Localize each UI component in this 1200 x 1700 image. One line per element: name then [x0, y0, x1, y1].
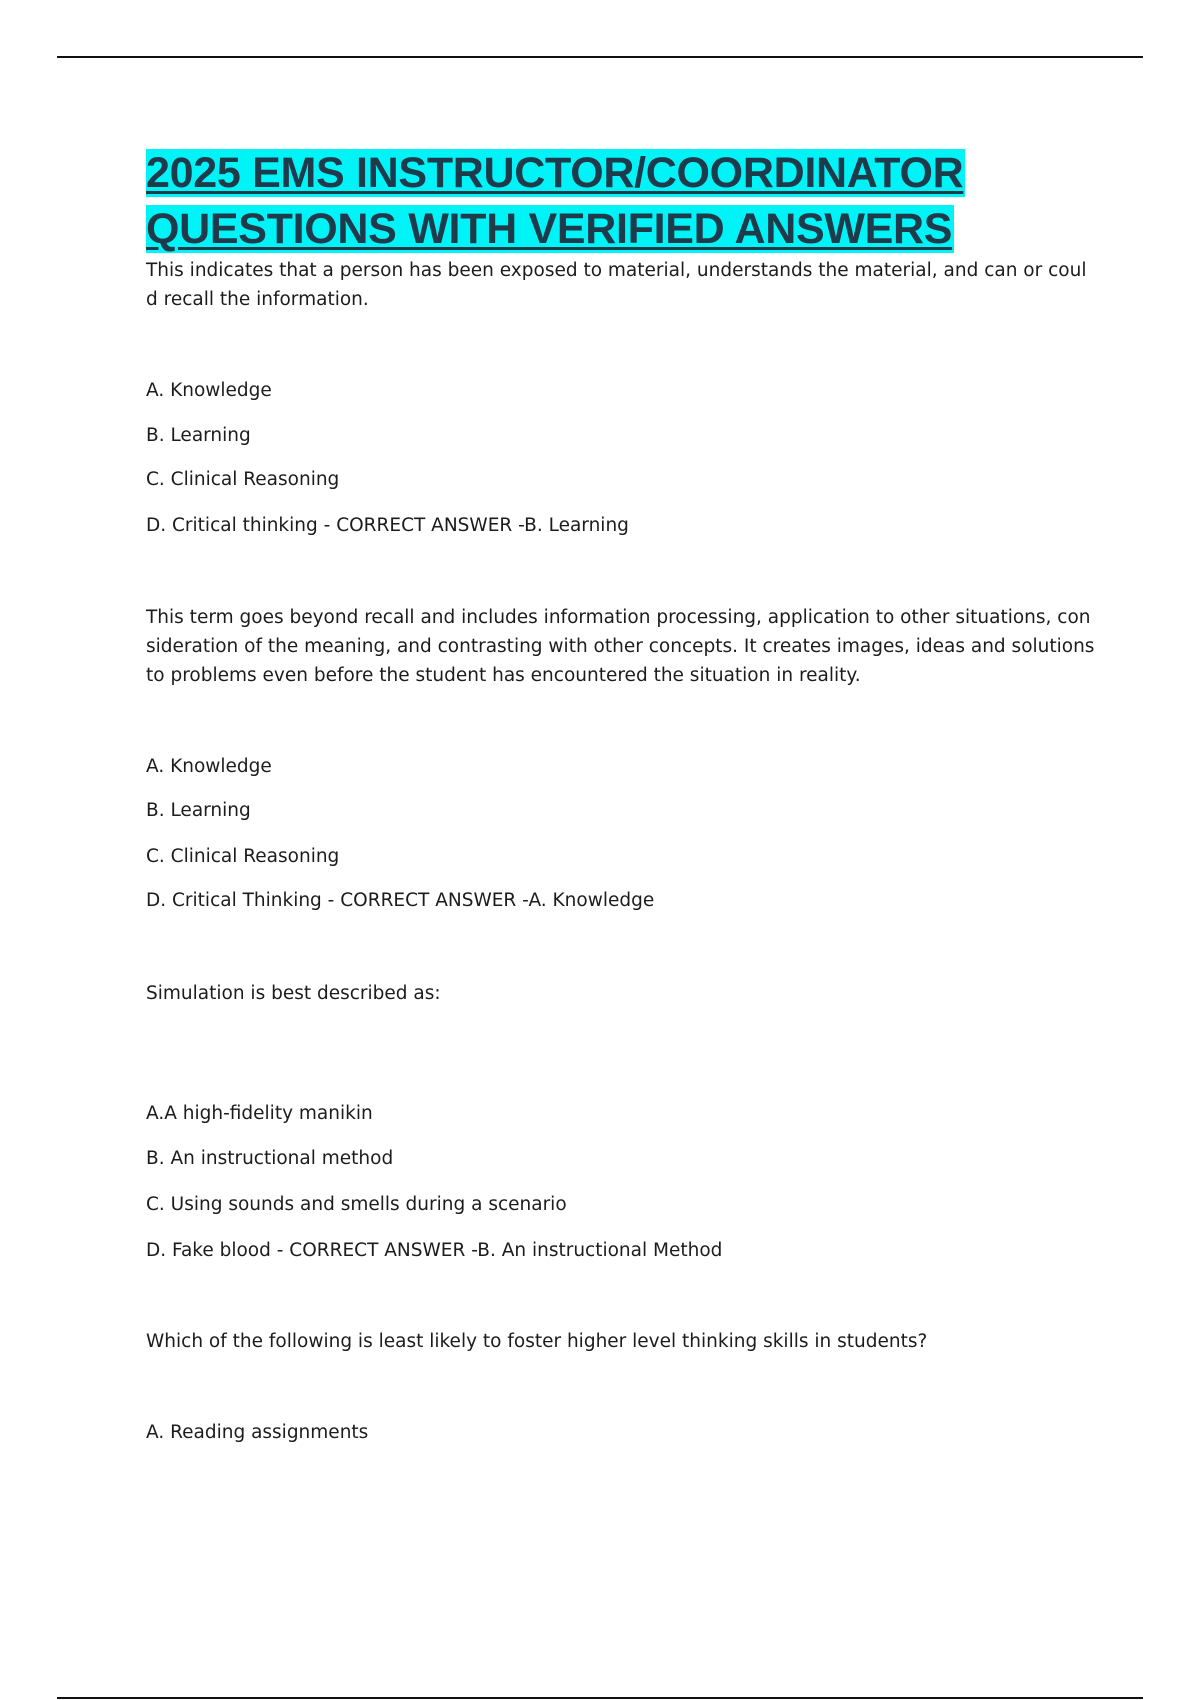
question-3-text: Simulation is best described as:: [146, 983, 441, 1004]
header-rule: [57, 56, 1143, 58]
title-line-2: QUESTIONS WITH VERIFIED ANSWERS: [146, 205, 953, 253]
question-3-option-c: C. Using sounds and smells during a scenario: [146, 1194, 567, 1215]
question-2-option-b: B. Learning: [146, 800, 251, 821]
question-2-text: This term goes beyond recall and includes information processing, application to other situations, consideration of the meaning, and contrasting with other concepts. It creates images, ideas and solutions to problems even before the student has encountered the situation in reality.: [146, 607, 1095, 686]
question-3-option-d-answer: D. Fake blood - CORRECT ANSWER -B. An instructional Method: [146, 1240, 723, 1261]
question-4-option-a: A. Reading assignments: [146, 1422, 369, 1443]
question-3-option-b: B. An instructional method: [146, 1148, 394, 1169]
question-2-option-a: A. Knowledge: [146, 756, 272, 777]
footer-rule: [57, 1697, 1143, 1699]
question-2-option-c: C. Clinical Reasoning: [146, 846, 340, 867]
question-2-option-d-answer: D. Critical Thinking - CORRECT ANSWER -A. Knowledge: [146, 890, 655, 911]
title-line-1: 2025 EMS INSTRUCTOR/COORDINATOR: [146, 149, 964, 197]
question-1-option-a: A. Knowledge: [146, 380, 272, 401]
question-1-option-c: C. Clinical Reasoning: [146, 469, 340, 490]
question-1-option-d-answer: D. Critical thinking - CORRECT ANSWER -B. Learning: [146, 515, 629, 536]
question-1-text: This indicates that a person has been exposed to material, understands the material, and can or could recall the information.: [146, 260, 1087, 310]
question-1-option-b: B. Learning: [146, 425, 251, 446]
document-title: [146, 145, 1106, 257]
question-3-option-a: A.A high-fidelity manikin: [146, 1103, 373, 1124]
question-4-text: Which of the following is least likely to foster higher level thinking skills in students?: [146, 1331, 928, 1352]
